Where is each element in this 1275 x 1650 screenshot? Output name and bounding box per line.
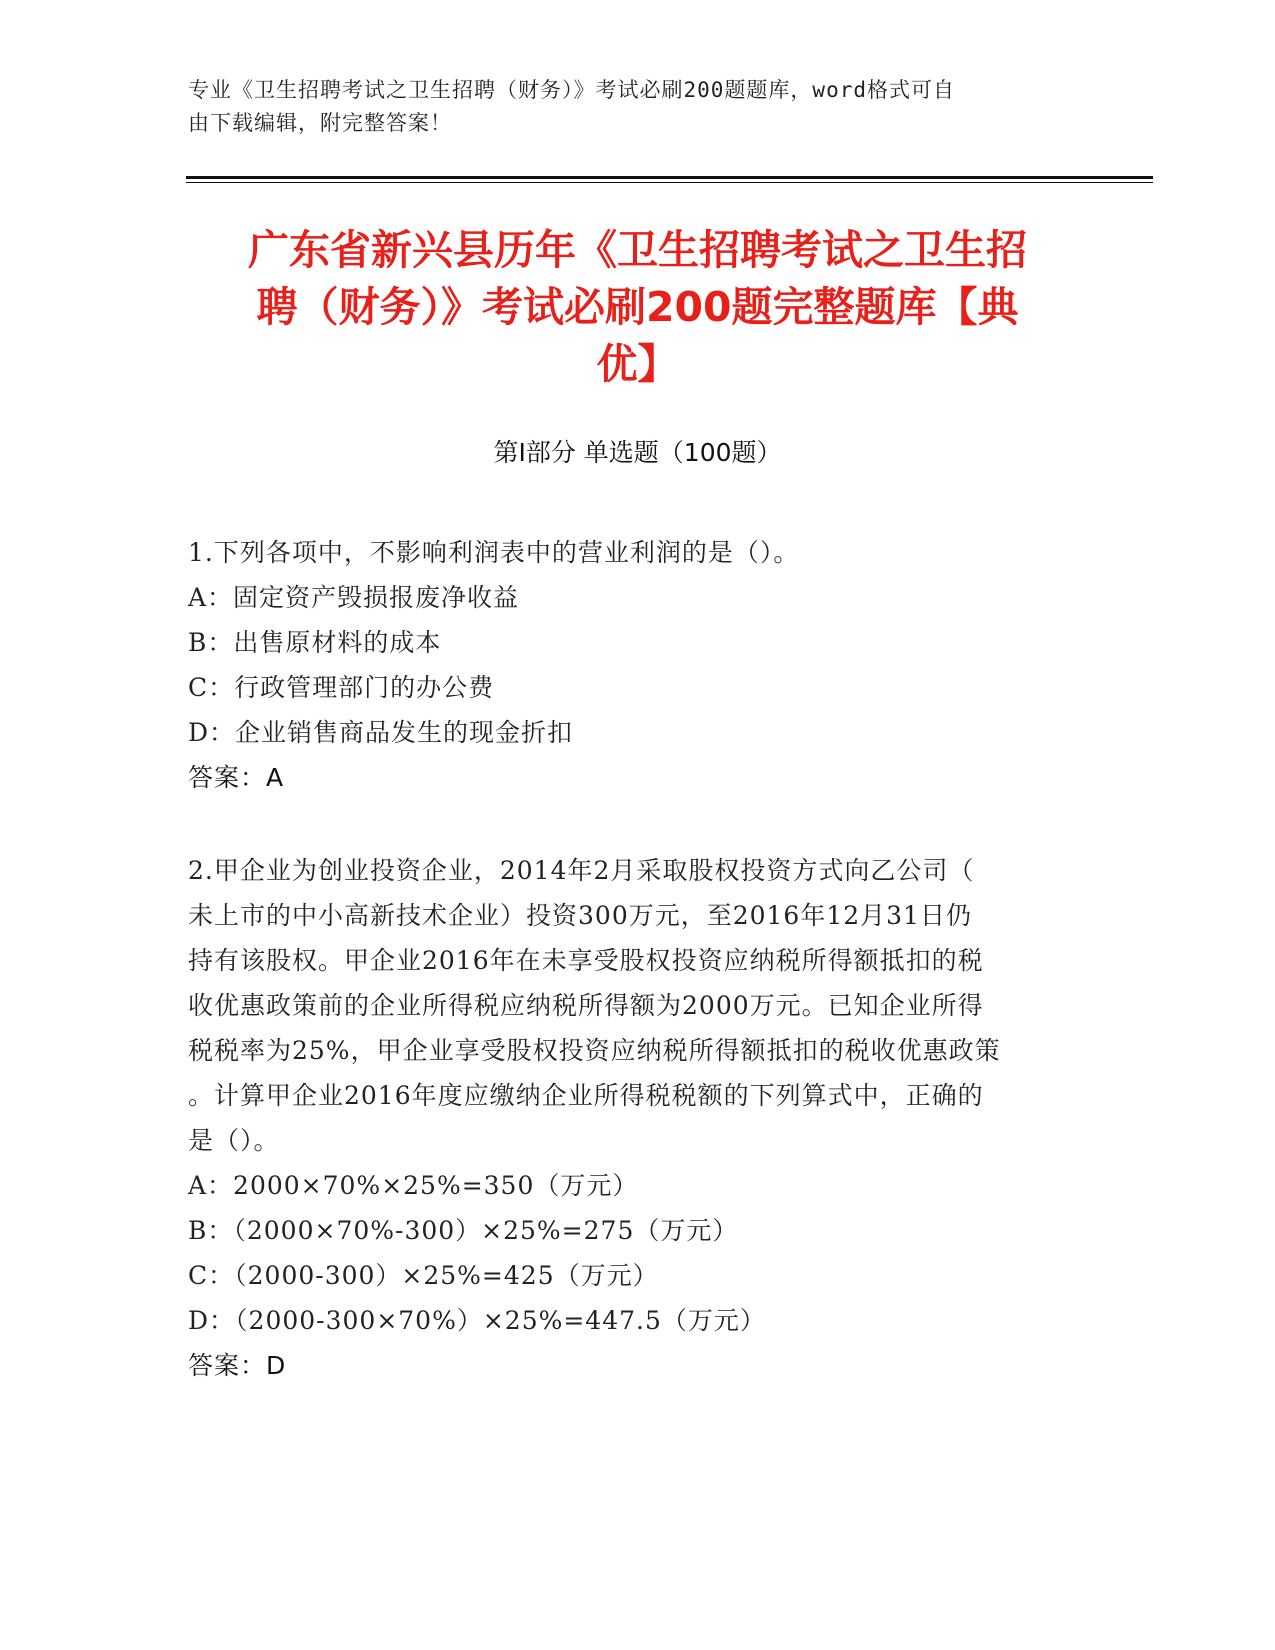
header-note-line: 专业《卫生招聘考试之卫生招聘（财务）》考试必刷200题题库，word格式可自 (188, 78, 955, 102)
header-divider-thin (186, 182, 1153, 183)
title-line: 优】 (596, 340, 679, 388)
answer: 答案：D (188, 1351, 287, 1380)
question-stem-line: 。计算甲企业2016年度应缴纳企业所得税税额的下列算式中，正确的 (188, 1081, 984, 1110)
question-stem-line: 收优惠政策前的企业所得税应纳税所得额为2000万元。已知企业所得 (188, 991, 984, 1020)
question-1 (188, 530, 1088, 800)
option-c: C：（2000-300）×25%=425（万元） (188, 1261, 659, 1290)
title-line: 聘（财务）》考试必刷200题完整题库【典 (256, 283, 1019, 331)
option-a: A：2000×70%×25%=350（万元） (188, 1171, 639, 1200)
document-title (190, 222, 1085, 393)
option-c: C：行政管理部门的办公费 (188, 673, 495, 702)
option-d: D：企业销售商品发生的现金折扣 (188, 718, 574, 747)
option-b: B：出售原材料的成本 (188, 628, 442, 657)
question-stem-line: 税税率为25%，甲企业享受股权投资应纳税所得额抵扣的税收优惠政策 (188, 1036, 1001, 1065)
question-2 (188, 848, 1088, 1388)
header-divider-thick (186, 176, 1153, 179)
section-heading: 第Ⅰ部分 单选题（100题） (493, 438, 782, 467)
option-b: B：（2000×70%-300）×25%=275（万元） (188, 1216, 739, 1245)
question-stem-line: 持有该股权。甲企业2016年在未享受股权投资应纳税所得额抵扣的税 (188, 946, 984, 975)
question-stem-line: 是（）。 (188, 1126, 280, 1155)
title-line: 广东省新兴县历年《卫生招聘考试之卫生招 (248, 226, 1027, 274)
option-d: D：（2000-300×70%）×25%=447.5（万元） (188, 1306, 766, 1335)
question-stem-line: 未上市的中小高新技术企业）投资300万元，至2016年12月31日仍 (188, 901, 972, 930)
option-a: A：固定资产毁损报废净收益 (188, 583, 520, 612)
answer: 答案：A (188, 763, 285, 792)
question-stem-line: 2.甲企业为创业投资企业，2014年2月采取股权投资方式向乙公司（ (188, 856, 975, 885)
header-note (188, 74, 1088, 140)
question-stem: 1.下列各项中，不影响利润表中的营业利润的是（）。 (188, 538, 800, 567)
header-note-line: 由下载编辑，附完整答案！ (188, 111, 452, 135)
